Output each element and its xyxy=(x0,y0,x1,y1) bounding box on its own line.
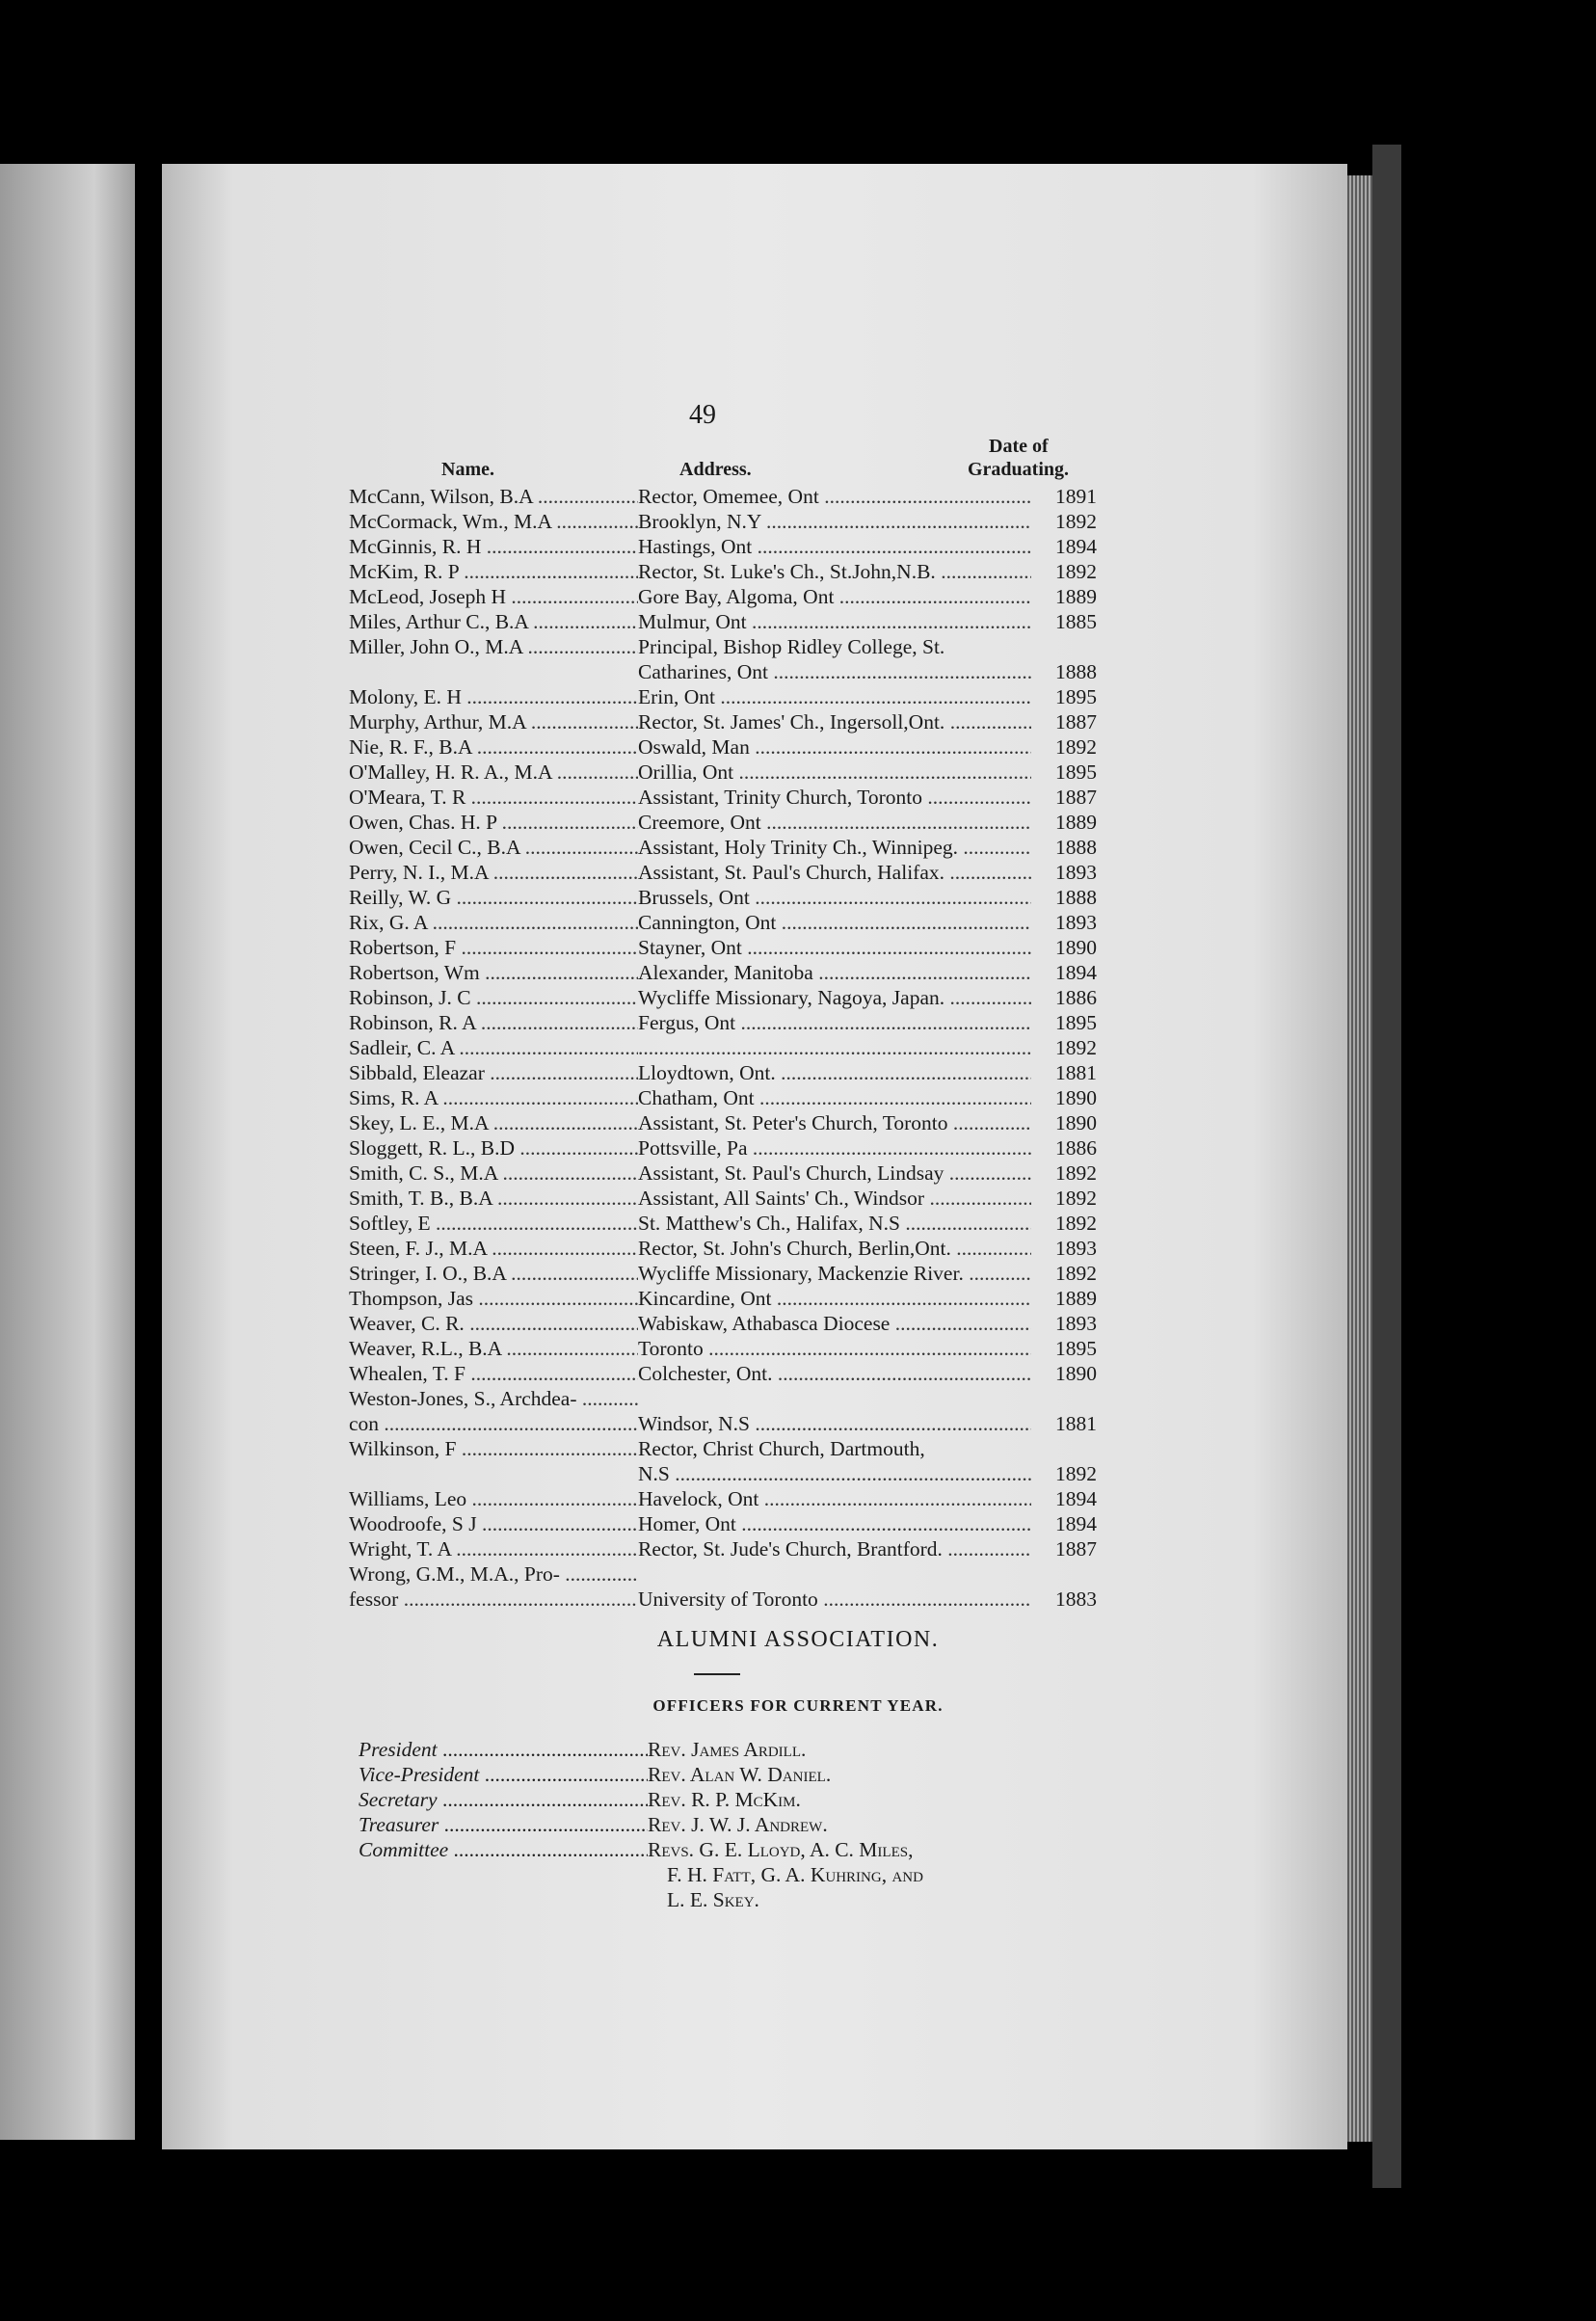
graduation-year: 1887 xyxy=(1055,786,1097,809)
officer-row xyxy=(359,1762,1101,1787)
table-row xyxy=(349,1461,1097,1486)
graduate-address: Windsor, N.S ..... xyxy=(638,1411,1031,1436)
table-row xyxy=(349,509,1097,534)
graduate-address: Rector, St. Jude's Church, Brantford. ..... xyxy=(638,1536,1031,1561)
graduation-year: 1893 xyxy=(1055,861,1097,884)
graduation-year: 1894 xyxy=(1055,535,1097,558)
officer-role: Committee ..... xyxy=(359,1837,648,1862)
table-row xyxy=(349,534,1097,559)
graduate-address: Assistant, St. Paul's Church, Halifax. ..... xyxy=(638,860,1031,885)
graduate-name: Owen, Chas. H. P ..... xyxy=(349,810,638,835)
table-row xyxy=(349,960,1097,985)
table-row xyxy=(349,1236,1097,1261)
graduate-address: Assistant, St. Peter's Church, Toronto ..... xyxy=(638,1110,1031,1135)
table-row xyxy=(349,1361,1097,1386)
table-row xyxy=(349,659,1097,684)
graduate-address: Gore Bay, Algoma, Ont ..... xyxy=(638,584,1031,609)
table-row xyxy=(349,734,1097,760)
graduation-year: 1890 xyxy=(1055,936,1097,959)
table-row xyxy=(349,935,1097,960)
graduate-address: Colchester, Ont. ..... xyxy=(638,1361,1031,1386)
table-row xyxy=(349,1411,1097,1436)
graduation-year: 1894 xyxy=(1055,1512,1097,1535)
table-row xyxy=(349,484,1097,509)
graduation-year: 1890 xyxy=(1055,1086,1097,1109)
table-row xyxy=(349,1511,1097,1536)
graduate-address: Homer, Ont ..... xyxy=(638,1511,1031,1536)
graduation-year: 1881 xyxy=(1055,1061,1097,1084)
table-row xyxy=(349,985,1097,1010)
graduate-address: Assistant, St. Paul's Church, Lindsay ..... xyxy=(638,1160,1031,1186)
graduation-year: 1894 xyxy=(1055,1487,1097,1510)
graduate-address: Assistant, Trinity Church, Toronto ..... xyxy=(638,785,1031,810)
graduate-name: Thompson, Jas ..... xyxy=(349,1286,638,1311)
graduate-address: Havelock, Ont ..... xyxy=(638,1486,1031,1511)
graduate-name: Miles, Arthur C., B.A ..... xyxy=(349,609,638,634)
officer-row xyxy=(359,1812,1101,1837)
left-page-edge xyxy=(0,164,135,2140)
table-row xyxy=(349,1336,1097,1361)
graduate-name: Robinson, J. C ..... xyxy=(349,985,638,1010)
graduation-year: 1892 xyxy=(1055,560,1097,583)
divider xyxy=(694,1673,740,1675)
table-row xyxy=(349,634,1097,659)
graduate-name: Weaver, C. R. ..... xyxy=(349,1311,638,1336)
table-row xyxy=(349,1261,1097,1286)
table-row xyxy=(349,1211,1097,1236)
graduate-address: Assistant, Holy Trinity Ch., Winnipeg. ..... xyxy=(638,835,1031,860)
book-cover-edge xyxy=(1372,145,1401,2188)
graduation-year: 1888 xyxy=(1055,886,1097,909)
table-row xyxy=(349,1536,1097,1561)
graduate-address: Mulmur, Ont ..... xyxy=(638,609,1031,634)
table-row xyxy=(349,709,1097,734)
graduation-year: 1887 xyxy=(1055,1537,1097,1561)
table-row xyxy=(349,1561,1097,1587)
graduate-address: Creemore, Ont ..... xyxy=(638,810,1031,835)
graduation-year: 1895 xyxy=(1055,685,1097,708)
graduates-list xyxy=(349,484,1097,1612)
date-column-header-line2: Graduating. xyxy=(968,459,1070,480)
section-title: ALUMNI ASSOCIATION. xyxy=(656,1627,940,1652)
committee-continuation: F. H. Fatt, G. A. Kuhring, and xyxy=(667,1863,923,1886)
graduation-year: 1881 xyxy=(1055,1412,1097,1435)
graduate-name: Molony, E. H ..... xyxy=(349,684,638,709)
officer-holder: Rev. R. P. McKim. xyxy=(648,1788,801,1811)
graduate-address: Orillia, Ont ..... xyxy=(638,760,1031,785)
graduate-name: Robertson, Wm ..... xyxy=(349,960,638,985)
graduate-name: Reilly, W. G ..... xyxy=(349,885,638,910)
graduation-year: 1892 xyxy=(1055,1462,1097,1485)
graduate-name: Stringer, I. O., B.A ..... xyxy=(349,1261,638,1286)
graduate-name: Steen, F. J., M.A ..... xyxy=(349,1236,638,1261)
graduate-address: Toronto ..... xyxy=(638,1336,1031,1361)
graduation-year: 1893 xyxy=(1055,911,1097,934)
graduation-year: 1888 xyxy=(1055,836,1097,859)
graduate-name: fessor ..... xyxy=(349,1587,638,1612)
table-row xyxy=(349,1286,1097,1311)
officer-holder: Rev. Alan W. Daniel. xyxy=(648,1763,832,1786)
graduate-address: Chatham, Ont ..... xyxy=(638,1085,1031,1110)
table-row xyxy=(349,1035,1097,1060)
table-row xyxy=(349,910,1097,935)
graduate-name: Robinson, R. A ..... xyxy=(349,1010,638,1035)
graduate-address: Oswald, Man ..... xyxy=(638,734,1031,760)
graduate-address: N.S ..... xyxy=(638,1461,1031,1486)
officer-row xyxy=(359,1787,1101,1812)
graduation-year: 1885 xyxy=(1055,610,1097,633)
graduate-address: Fergus, Ont ..... xyxy=(638,1010,1031,1035)
table-row xyxy=(349,1186,1097,1211)
graduate-address: St. Matthew's Ch., Halifax, N.S ..... xyxy=(638,1211,1031,1236)
graduate-address: Wycliffe Missionary, Nagoya, Japan. ..... xyxy=(638,985,1031,1010)
table-row xyxy=(349,1311,1097,1336)
graduate-name: Skey, L. E., M.A ..... xyxy=(349,1110,638,1135)
graduation-year: 1887 xyxy=(1055,710,1097,734)
table-row xyxy=(349,1486,1097,1511)
graduation-year: 1895 xyxy=(1055,1011,1097,1034)
table-row xyxy=(349,1110,1097,1135)
table-row xyxy=(349,810,1097,835)
graduation-year: 1889 xyxy=(1055,585,1097,608)
graduate-address: Kincardine, Ont ..... xyxy=(638,1286,1031,1311)
page-number: 49 xyxy=(689,400,716,430)
graduation-year: 1889 xyxy=(1055,811,1097,834)
graduate-address: Principal, Bishop Ridley College, St. xyxy=(638,635,945,658)
graduate-name: Wilkinson, F ..... xyxy=(349,1436,638,1461)
graduate-name: Sibbald, Eleazar ..... xyxy=(349,1060,638,1085)
graduate-name: O'Malley, H. R. A., M.A ..... xyxy=(349,760,638,785)
officers-list xyxy=(359,1737,1101,1912)
graduation-year: 1886 xyxy=(1055,1136,1097,1160)
graduate-name: Wrong, G.M., M.A., Pro- ..... xyxy=(349,1561,638,1587)
committee-continuation: L. E. Skey. xyxy=(667,1888,759,1911)
name-column-header: Name. xyxy=(441,459,494,480)
graduate-address: Stayner, Ont ..... xyxy=(638,935,1031,960)
table-row xyxy=(349,1386,1097,1411)
graduation-year: 1888 xyxy=(1055,660,1097,683)
graduate-name: Weaver, R.L., B.A ..... xyxy=(349,1336,638,1361)
graduate-address: Rector, St. James' Ch., Ingersoll,Ont. ..... xyxy=(638,709,1031,734)
graduation-year: 1886 xyxy=(1055,986,1097,1009)
graduation-year: 1892 xyxy=(1055,1036,1097,1059)
graduate-address: Alexander, Manitoba ..... xyxy=(638,960,1031,985)
table-row xyxy=(349,760,1097,785)
table-row xyxy=(349,860,1097,885)
graduate-name: Weston-Jones, S., Archdea- ..... xyxy=(349,1386,638,1411)
address-column-header: Address. xyxy=(679,459,752,480)
officer-role: Vice-President ..... xyxy=(359,1762,648,1787)
officer-holder: Rev. J. W. J. Andrew. xyxy=(648,1813,828,1836)
graduate-name: Smith, C. S., M.A ..... xyxy=(349,1160,638,1186)
page-edges xyxy=(1347,175,1372,2142)
graduate-address: Rector, Christ Church, Dartmouth, xyxy=(638,1437,925,1460)
graduation-year: 1890 xyxy=(1055,1111,1097,1134)
graduate-address: University of Toronto ..... xyxy=(638,1587,1031,1612)
graduation-year: 1893 xyxy=(1055,1237,1097,1260)
graduation-year: 1895 xyxy=(1055,1337,1097,1360)
table-row xyxy=(349,1085,1097,1110)
graduation-year: 1892 xyxy=(1055,735,1097,759)
graduation-year: 1892 xyxy=(1055,1212,1097,1235)
table-row xyxy=(349,1160,1097,1186)
officer-row xyxy=(359,1837,1101,1862)
graduate-name: con ..... xyxy=(349,1411,638,1436)
graduate-address: Pottsville, Pa ..... xyxy=(638,1135,1031,1160)
officer-role: Treasurer ..... xyxy=(359,1812,648,1837)
officer-holder: Revs. G. E. Lloyd, A. C. Miles, xyxy=(648,1838,914,1861)
graduate-address: Cannington, Ont ..... xyxy=(638,910,1031,935)
graduation-year: 1890 xyxy=(1055,1362,1097,1385)
graduate-address: Lloydtown, Ont. ..... xyxy=(638,1060,1031,1085)
graduate-name: Perry, N. I., M.A ..... xyxy=(349,860,638,885)
graduate-name: Sims, R. A ..... xyxy=(349,1085,638,1110)
graduate-name: Robertson, F ..... xyxy=(349,935,638,960)
graduate-name: Williams, Leo ..... xyxy=(349,1486,638,1511)
graduate-name: Owen, Cecil C., B.A ..... xyxy=(349,835,638,860)
date-column-header-line1: Date of xyxy=(989,436,1049,457)
graduate-name: Rix, G. A ..... xyxy=(349,910,638,935)
table-row xyxy=(349,559,1097,584)
graduation-year: 1894 xyxy=(1055,961,1097,984)
graduate-name: Woodroofe, S J ..... xyxy=(349,1511,638,1536)
graduate-name: Smith, T. B., B.A ..... xyxy=(349,1186,638,1211)
officers-title: OFFICERS FOR CURRENT YEAR. xyxy=(652,1696,944,1715)
graduation-year: 1892 xyxy=(1055,1161,1097,1185)
graduate-name: McKim, R. P ..... xyxy=(349,559,638,584)
table-row xyxy=(349,1436,1097,1461)
table-row xyxy=(349,785,1097,810)
table-row xyxy=(349,1010,1097,1035)
graduate-address: Brussels, Ont ..... xyxy=(638,885,1031,910)
graduate-address: Assistant, All Saints' Ch., Windsor ..... xyxy=(638,1186,1031,1211)
officer-role: President ..... xyxy=(359,1737,648,1762)
officer-role: Secretary ..... xyxy=(359,1787,648,1812)
graduate-address: Wycliffe Missionary, Mackenzie River. ..... xyxy=(638,1261,1031,1286)
graduate-address: Erin, Ont ..... xyxy=(638,684,1031,709)
graduate-name: McGinnis, R. H ..... xyxy=(349,534,638,559)
graduation-year: 1892 xyxy=(1055,510,1097,533)
graduation-year: 1892 xyxy=(1055,1262,1097,1285)
graduation-year: 1895 xyxy=(1055,760,1097,784)
graduate-address: Brooklyn, N.Y ..... xyxy=(638,509,1031,534)
graduate-address: Hastings, Ont ..... xyxy=(638,534,1031,559)
graduate-name: Wright, T. A ..... xyxy=(349,1536,638,1561)
table-row xyxy=(349,684,1097,709)
table-row xyxy=(349,885,1097,910)
graduate-name: McCormack, Wm., M.A ..... xyxy=(349,509,638,534)
table-row xyxy=(349,1060,1097,1085)
table-row xyxy=(349,835,1097,860)
graduation-year: 1889 xyxy=(1055,1287,1097,1310)
graduate-address: Catharines, Ont ..... xyxy=(638,659,1031,684)
table-row xyxy=(349,1587,1097,1612)
graduation-year: 1883 xyxy=(1055,1587,1097,1611)
graduate-name: Sloggett, R. L., B.D ..... xyxy=(349,1135,638,1160)
graduate-name: Miller, John O., M.A ..... xyxy=(349,634,638,659)
graduate-name: Nie, R. F., B.A ..... xyxy=(349,734,638,760)
graduate-name: Murphy, Arthur, M.A ..... xyxy=(349,709,638,734)
table-row xyxy=(349,609,1097,634)
graduate-address: Rector, St. Luke's Ch., St.John,N.B. ..... xyxy=(638,559,1031,584)
graduate-address: Wabiskaw, Athabasca Diocese ..... xyxy=(638,1311,1031,1336)
graduation-year: 1893 xyxy=(1055,1312,1097,1335)
table-row xyxy=(349,584,1097,609)
graduate-address: Rector, Omemee, Ont ..... xyxy=(638,484,1031,509)
table-row xyxy=(349,1135,1097,1160)
graduate-name: McLeod, Joseph H ..... xyxy=(349,584,638,609)
officer-holder: Rev. James Ardill. xyxy=(648,1738,807,1761)
graduate-address xyxy=(638,1035,1031,1060)
graduation-year: 1891 xyxy=(1055,485,1097,508)
graduate-address: Rector, St. John's Church, Berlin,Ont. ..... xyxy=(638,1236,1031,1261)
graduate-name: Softley, E ..... xyxy=(349,1211,638,1236)
graduate-name: Sadleir, C. A ..... xyxy=(349,1035,638,1060)
officer-row xyxy=(359,1737,1101,1762)
graduate-name: Whealen, T. F ..... xyxy=(349,1361,638,1386)
graduate-name: McCann, Wilson, B.A ..... xyxy=(349,484,638,509)
graduation-year: 1892 xyxy=(1055,1187,1097,1210)
graduate-name: O'Meara, T. R ..... xyxy=(349,785,638,810)
